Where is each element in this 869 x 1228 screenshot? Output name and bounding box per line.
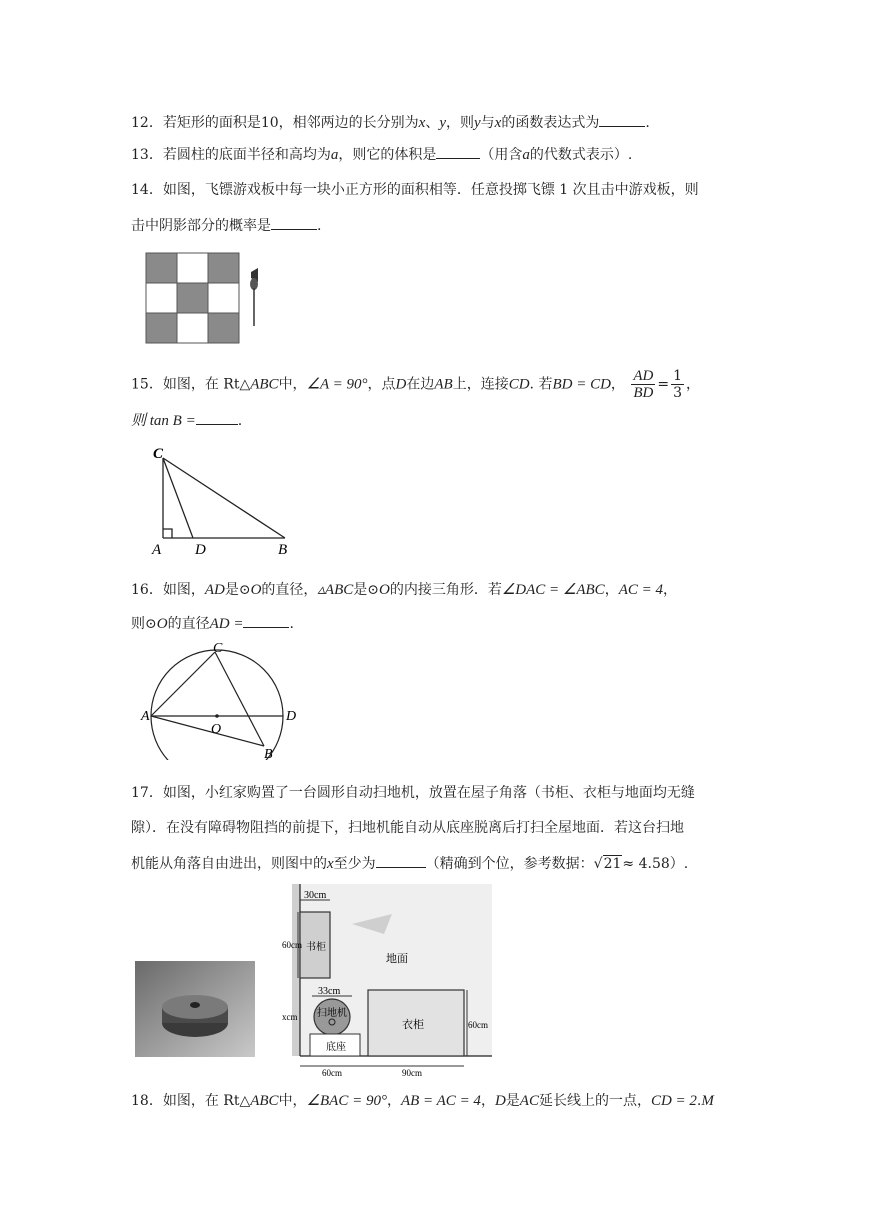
q15-eq: = — [657, 376, 670, 393]
q15-fraction — [631, 368, 655, 401]
frac-den: BD — [633, 385, 654, 401]
q16-o: O — [250, 582, 262, 598]
q15-cd: CD — [508, 376, 530, 393]
q15-text: 在边 — [406, 376, 435, 393]
label-b: B — [264, 747, 273, 760]
circle-figure — [140, 640, 300, 760]
q17-text: 至少为 — [333, 856, 376, 872]
q18-equation: AB = AC = 4 — [400, 1093, 481, 1109]
q16-triangle: ▵ABC — [317, 582, 354, 598]
q18-ac: AC — [519, 1093, 539, 1109]
q16-ad: AD = — [209, 616, 244, 632]
robot-vacuum-photo — [135, 961, 255, 1057]
q17-text: 如图，小红家购置了一台圆形自动扫地机，放置在屋子角落（书柜、衣柜与地面均无缝 — [162, 785, 695, 801]
q12-answer-blank[interactable] — [599, 112, 645, 127]
label-h60b: 60cm — [468, 1020, 488, 1030]
q16-answer-blank[interactable] — [243, 613, 289, 628]
label-b: B — [278, 542, 288, 558]
q13-text: 的代数式表示）. — [529, 147, 633, 163]
q12-text: 若矩形的面积是10，相邻两边的长分别为 — [162, 115, 419, 131]
label-w33: 33cm — [318, 986, 341, 997]
label-c: C — [153, 446, 164, 462]
question-16 — [131, 580, 677, 600]
q15-d: D — [395, 376, 407, 393]
q12-var-x: x — [494, 115, 502, 131]
label-wardrobe: 衣柜 — [402, 1019, 424, 1031]
q18-text: . — [696, 1093, 702, 1109]
q16-text: 是⊙ — [353, 582, 379, 598]
q13-text: 若圆柱的底面半径和高均为 — [162, 147, 331, 163]
q15-abc: ABC — [250, 376, 279, 393]
side-ab — [151, 716, 264, 746]
q12-var-y: y — [439, 115, 446, 131]
q18-text: 如图，在 Rt△ — [162, 1093, 251, 1109]
q17-text: 隙）．在没有障碍物阻挡的前提下，扫地机能自动从底座脱离后打扫全屋地面．若这台扫地 — [131, 820, 684, 836]
q17-text: ）. — [669, 856, 689, 872]
q18-d: D — [494, 1093, 506, 1109]
q16-text: 如图， — [162, 582, 205, 598]
label-robot: 扫地机 — [317, 1008, 347, 1019]
right-angle-mark — [163, 529, 172, 538]
q14-number: 14． — [131, 182, 163, 198]
q13-var-a: a — [522, 147, 530, 163]
q17-number: 17． — [131, 785, 163, 801]
q16-ac: AC = 4 — [618, 582, 663, 598]
dartboard-figure — [145, 252, 275, 347]
board-cell — [177, 313, 208, 343]
q16-text: 是⊙ — [224, 582, 251, 598]
question-16-line2 — [131, 613, 294, 634]
q12-sep: 、 — [425, 115, 440, 131]
q15-angle: ∠A = 90° — [306, 376, 368, 393]
q15-ab: AB — [434, 376, 453, 393]
q14-text: 击中阴影部分的概率是 — [131, 218, 271, 234]
q16-o: O — [379, 582, 390, 598]
floor-plan-figure — [282, 884, 494, 1078]
q16-text: 的内接三角形．若 — [389, 582, 502, 598]
label-c: C — [213, 641, 223, 656]
board-cell — [208, 313, 239, 343]
q18-number: 18． — [131, 1093, 163, 1109]
q15-text: ，点 — [367, 376, 396, 393]
q12-var-y: y — [474, 115, 481, 131]
side-cb — [215, 652, 264, 746]
question-17 — [131, 783, 695, 803]
q12-text: 与 — [480, 115, 495, 131]
q15-text: 如图，在 Rt△ — [162, 376, 251, 393]
q12-end: . — [645, 115, 650, 131]
q13-answer-blank[interactable] — [436, 144, 480, 159]
q18-cd: CD = 2 — [650, 1093, 697, 1109]
question-14-line2 — [131, 215, 321, 236]
segment-cd — [163, 458, 193, 538]
label-a: A — [141, 709, 150, 724]
q14-end: . — [317, 218, 322, 234]
side-ac — [151, 652, 215, 716]
q15-text: 中， — [278, 376, 307, 393]
label-d: D — [286, 709, 297, 724]
question-17-line3 — [131, 853, 688, 874]
q18-m: M — [701, 1093, 714, 1109]
q15-answer-blank[interactable] — [196, 410, 238, 425]
q18-text: 是 — [505, 1093, 520, 1109]
q15-tan: 则 tan B = — [131, 413, 196, 429]
label-a: A — [152, 542, 162, 558]
q15-equation: BD = CD — [552, 376, 611, 393]
question-13 — [131, 144, 632, 165]
q12-number: 12． — [131, 115, 163, 131]
q15-number: 15． — [131, 376, 163, 393]
q16-text: ， — [604, 582, 619, 598]
question-15 — [131, 368, 700, 401]
ratio-num: 1 — [673, 368, 683, 384]
sqrt-radicand: 21 — [603, 856, 622, 872]
ratio-den: 3 — [673, 385, 683, 401]
q13-number: 13． — [131, 147, 163, 163]
board-cell — [146, 283, 177, 313]
label-xcm: xcm — [282, 1012, 298, 1022]
question-12 — [131, 112, 650, 133]
board-cell — [146, 253, 177, 283]
q16-text: 的直径， — [261, 582, 318, 598]
board-cell — [177, 283, 208, 313]
board-cell — [146, 313, 177, 343]
board-cell — [208, 283, 239, 313]
label-h60: 60cm — [282, 940, 302, 950]
q12-var-x: x — [418, 115, 426, 131]
q17-var-x: x — [327, 856, 334, 872]
q18-text: ， — [386, 1093, 401, 1109]
label-w90: 90cm — [402, 1068, 422, 1078]
triangle-figure — [145, 440, 305, 560]
label-o: O — [211, 722, 222, 737]
label-floor: 地面 — [386, 953, 408, 965]
q16-text: 的直径 — [167, 616, 210, 632]
q17-answer-blank[interactable] — [376, 853, 426, 868]
q17-text: 机能从角落自由进出，则图中的 — [131, 856, 327, 872]
q16-equation: ∠DAC = ∠ABC — [501, 582, 605, 598]
frac-num: AD — [633, 368, 654, 384]
label-base: 底座 — [326, 1042, 346, 1053]
q18-text: 延长线上的一点， — [538, 1093, 651, 1109]
sqrt-sign: √ — [593, 856, 603, 872]
center-point — [215, 714, 219, 718]
dart-icon — [250, 268, 258, 326]
q16-text: ， — [663, 582, 677, 598]
question-14 — [131, 180, 699, 200]
q18-text: ， — [480, 1093, 495, 1109]
label-w30: 30cm — [304, 890, 327, 901]
q14-text: 如图，飞镖游戏板中每一块小正方形的面积相等．任意投掷飞镖 1 次且击中游戏板，则 — [162, 182, 699, 198]
q16-end: . — [289, 616, 294, 632]
board-cell — [208, 253, 239, 283]
q16-o: O — [156, 616, 168, 632]
q14-answer-blank[interactable] — [271, 215, 317, 230]
q16-text: 则⊙ — [131, 616, 157, 632]
q16-ad: AD — [204, 582, 225, 598]
q15-end: . — [237, 413, 243, 429]
question-18 — [131, 1091, 714, 1111]
q16-number: 16． — [131, 582, 163, 598]
side-cb — [163, 458, 285, 538]
q12-text: ，则 — [446, 115, 474, 131]
q15-text: ， — [610, 376, 625, 393]
board-cell — [177, 253, 208, 283]
q13-text: （用含 — [480, 147, 523, 163]
q15-ratio — [671, 368, 684, 401]
q17-text: （精确到个位，参考数据： — [425, 856, 594, 872]
q15-text: 上，连接 — [452, 376, 509, 393]
label-w60: 60cm — [322, 1068, 342, 1078]
q17-approx: ≈ 4.58 — [622, 856, 670, 872]
q18-angle: ∠BAC = 90° — [306, 1093, 387, 1109]
question-17-line2 — [131, 818, 684, 838]
label-d: D — [195, 542, 206, 558]
q18-text: 中， — [278, 1093, 307, 1109]
question-15-line2 — [131, 410, 242, 431]
q18-abc: ABC — [250, 1093, 279, 1109]
q15-text: ， — [686, 376, 701, 393]
q13-text: ，则它的体积是 — [338, 147, 437, 163]
label-bookcase: 书柜 — [306, 942, 326, 953]
q12-text: 的函数表达式为 — [501, 115, 600, 131]
q15-text: . 若 — [529, 376, 553, 393]
q13-var-a: a — [330, 147, 339, 163]
